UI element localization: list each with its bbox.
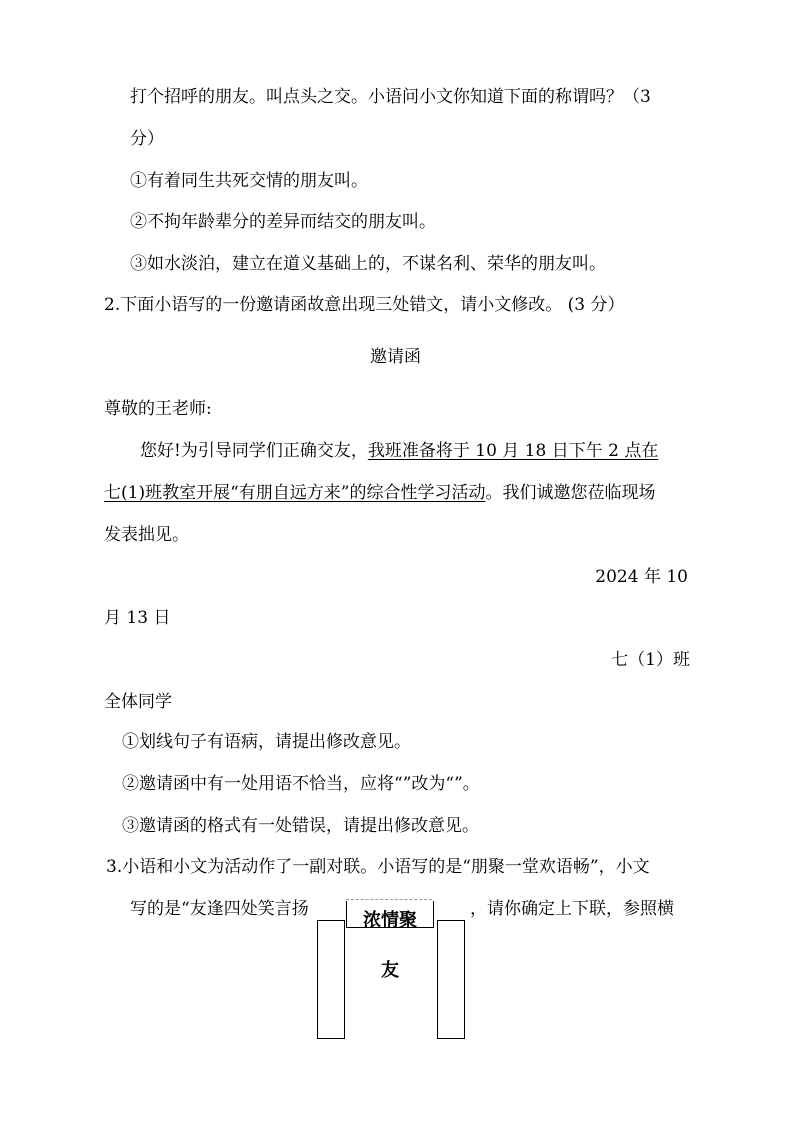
letter-body-line1: [140, 440, 658, 462]
letter-body-line2-plain: 。我们诚邀您莅临现场: [485, 483, 656, 503]
underlined-sentence-part1: 我班准备将于 10 月 18 日下午 2 点在: [367, 441, 659, 461]
q2-prompt: 2.下面小语写的一份邀请函故意出现三处错文，请小文修改。 (3 分）: [104, 295, 625, 315]
letter-salutation: 尊敬的王老师:: [104, 399, 212, 419]
q3-line1: 3.小语和小文为活动作了一副对联。小语写的是“朋聚一堂欢语畅”，小文: [106, 857, 650, 877]
letter-sender-line1: 七（1）班: [611, 650, 690, 670]
letter-sender-line2: 全体同学: [104, 692, 172, 712]
letter-title: 邀请函: [370, 347, 421, 367]
q2-sub-1: ①划线句子有语病，请提出修改意见。: [122, 732, 411, 752]
scroll-character: 友: [381, 960, 399, 981]
q1-item-3: ③如水淡泊，建立在道义基础上的，不谋名利、荣华的朋友叫。: [130, 254, 606, 274]
q1-intro-line2: 分）: [130, 129, 164, 149]
q1-item-1: ①有着同生共死交情的朋友叫。: [130, 171, 368, 191]
q1-item-2: ②不拘年龄辈分的差异而结交的朋友叫。: [130, 212, 436, 232]
letter-body-line3: 发表拙见。: [104, 525, 189, 545]
underlined-sentence-part2: 七(1)班教室开展“有朋自远方来”的综合性学习活动: [104, 483, 486, 503]
q3-line2-part1: 写的是“友逢四处笑言扬: [130, 899, 309, 919]
q1-intro-line1: 打个招呼的朋友。叫点头之交。小语问小文你知道下面的称谓吗？（3: [130, 87, 651, 107]
horizontal-scroll-edge: [346, 899, 432, 900]
letter-date-line2: 月 13 日: [104, 608, 171, 628]
left-scroll: [317, 920, 345, 1039]
q3-line2-part2: ，请你确定上下联，参照横: [470, 899, 674, 919]
q2-sub-3: ③邀请函的格式有一处错误，请提出修改意见。: [122, 816, 479, 836]
right-scroll: [437, 920, 465, 1039]
letter-body-line1-plain: 您好!为引导同学们正确交友，: [140, 441, 368, 461]
horizontal-scroll: 浓情聚: [346, 901, 434, 928]
letter-date-line1: 2024 年 10: [595, 567, 688, 587]
letter-body-line2: [104, 482, 655, 504]
q2-sub-2: ②邀请函中有一处用语不恰当，应将“”改为“”。: [122, 774, 480, 794]
